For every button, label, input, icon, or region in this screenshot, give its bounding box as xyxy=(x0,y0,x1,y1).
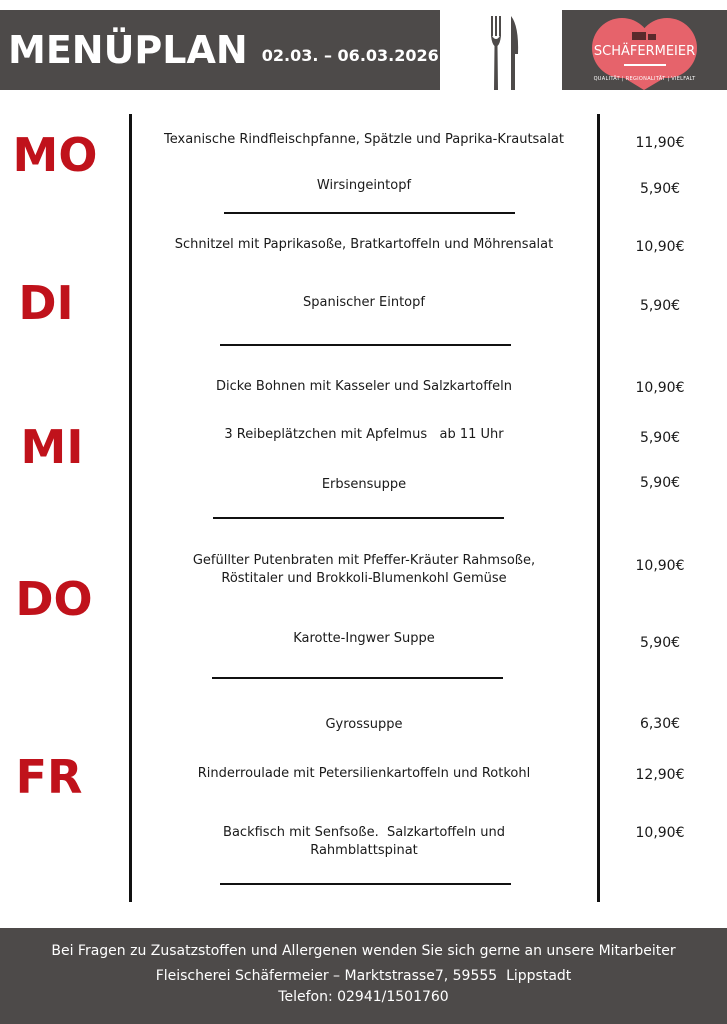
menu-price: 5,90€ xyxy=(639,635,681,651)
allergen-note: Bei Fragen zu Zusatzstoffen und Allergenen wenden Sie sich gerne an unsere Mitarbeiter xyxy=(51,943,676,959)
menu-price: 11,90€ xyxy=(635,135,685,151)
footer xyxy=(0,928,727,1024)
menu-price: 10,90€ xyxy=(635,239,685,255)
menu-item: Backfisch mit Senfsoße. Salzkartoffeln und xyxy=(223,825,505,840)
menu-item: Gefüllter Putenbraten mit Pfeffer-Kräuter Rahmsoße, xyxy=(192,553,536,568)
day-separator xyxy=(213,517,504,519)
address: Fleischerei Schäfermeier – Marktstrasse7, 59555 Lippstadt xyxy=(155,968,572,984)
day-label-mi: MI xyxy=(20,420,84,474)
date-range: 02.03. – 06.03.2026 xyxy=(261,45,439,65)
menu-item: Dicke Bohnen mit Kasseler und Salzkartoffeln xyxy=(215,379,513,394)
menu-price: 5,90€ xyxy=(639,298,681,314)
day-label-di: DI xyxy=(18,276,74,330)
logo-brand: SCHÄFERMEIER xyxy=(593,44,696,59)
menu-item-line2: Rahmblattspinat xyxy=(310,843,418,858)
menu-price: 10,90€ xyxy=(635,558,685,574)
logo xyxy=(562,10,727,90)
day-label-do: DO xyxy=(15,572,93,626)
phone: Telefon: 02941/1501760 xyxy=(278,989,449,1005)
logo-tagline: QUALITÄT | REGIONALITÄT | VIELFALT xyxy=(593,76,696,82)
page-title: MENÜPLAN xyxy=(8,28,248,72)
day-label-fr: FR xyxy=(15,750,83,804)
right-divider xyxy=(597,114,600,902)
menu-price: 12,90€ xyxy=(635,767,685,783)
menu-item: Texanische Rindfleischpfanne, Spätzle und Paprika-Krautsalat xyxy=(164,132,564,147)
cutlery-icon xyxy=(488,14,522,92)
day-separator xyxy=(212,677,503,679)
menu-price: 10,90€ xyxy=(635,380,685,396)
menu-item: 3 Reibeplätzchen mit Apfelmus ab 11 Uhr xyxy=(224,427,504,442)
day-label-mo: MO xyxy=(12,128,98,182)
menu-price: 5,90€ xyxy=(639,475,681,491)
menu-item-line2: Röstitaler und Brokkoli-Blumenkohl Gemüse xyxy=(221,571,507,586)
menu-item: Schnitzel mit Paprikasoße, Bratkartoffeln und Möhrensalat xyxy=(174,237,554,252)
menu-item: Erbsensuppe xyxy=(321,477,407,492)
menu-price: 5,90€ xyxy=(639,430,681,446)
day-separator xyxy=(220,344,511,346)
menu-item: Spanischer Eintopf xyxy=(303,295,425,310)
menu-item: Karotte-Ingwer Suppe xyxy=(293,631,435,646)
menu-price: 6,30€ xyxy=(639,716,681,732)
menu-price: 5,90€ xyxy=(639,181,681,197)
header-bar xyxy=(0,10,440,90)
menu-item: Gyrossuppe xyxy=(325,717,403,732)
left-divider xyxy=(129,114,132,902)
day-separator xyxy=(220,883,511,885)
menu-item: Rinderroulade mit Petersilienkartoffeln und Rotkohl xyxy=(197,766,531,781)
menu-item: Wirsingeintopf xyxy=(316,178,412,193)
day-separator xyxy=(224,212,515,214)
menu-price: 10,90€ xyxy=(635,825,685,841)
